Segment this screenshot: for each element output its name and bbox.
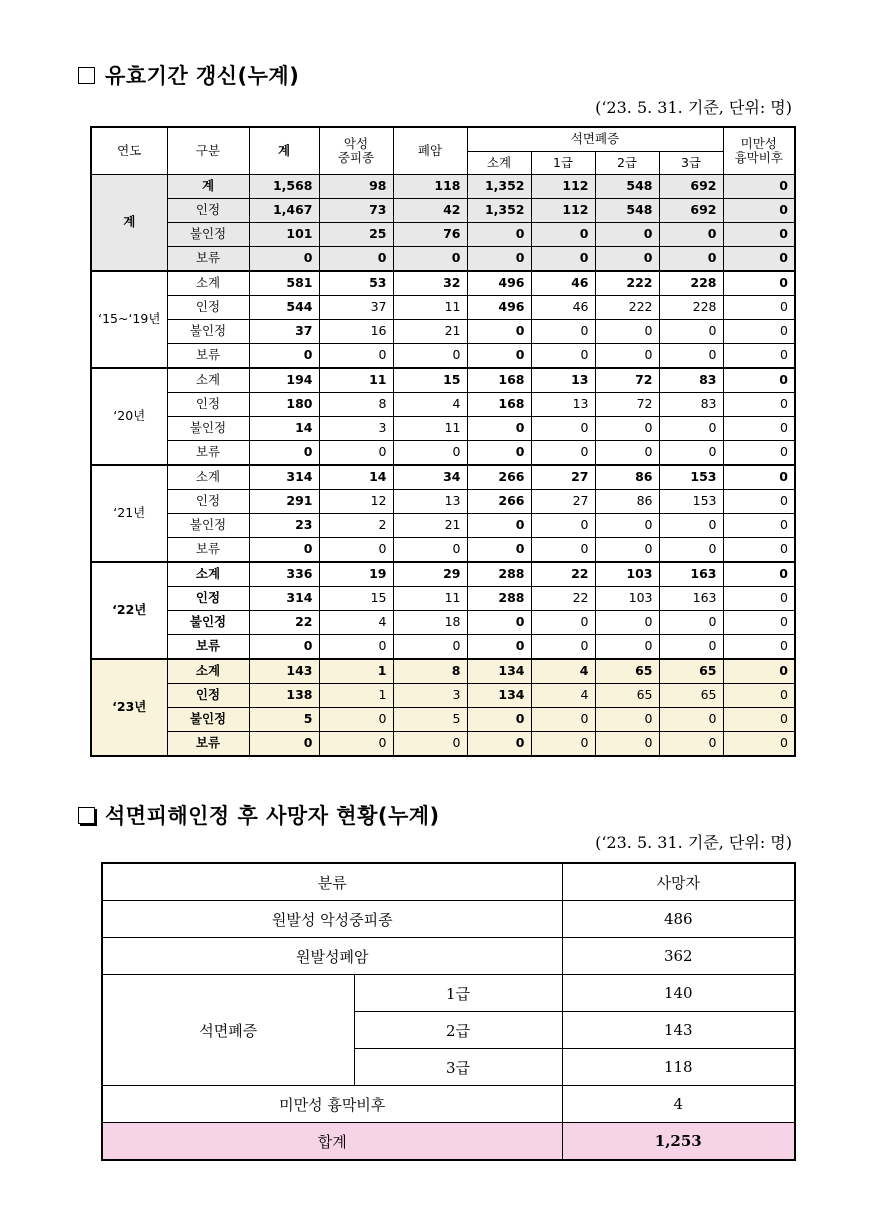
- value-cell: 0: [723, 223, 795, 247]
- checkbox-square-shadow-icon: [78, 807, 95, 824]
- table-row: [91, 587, 795, 611]
- value-cell: 0: [595, 635, 659, 660]
- category-cell: 불인정: [167, 514, 249, 538]
- value-cell: 0: [393, 247, 467, 272]
- category-cell: 불인정: [167, 223, 249, 247]
- value-cell: 0: [531, 223, 595, 247]
- year-cell: ‘21년: [91, 465, 167, 562]
- value-cell: 0: [249, 441, 319, 466]
- value-cell: 27: [531, 490, 595, 514]
- section1-note: (‘23. 5. 31. 기준, 단위: 명): [595, 98, 792, 117]
- category-cell: 불인정: [167, 320, 249, 344]
- value-cell: 0: [595, 247, 659, 272]
- deaths-row-pleural: [102, 1086, 795, 1123]
- value-cell: 0: [595, 732, 659, 757]
- value-cell: 692: [659, 199, 723, 223]
- value-cell: 4: [531, 659, 595, 684]
- category-cell: 인정: [167, 393, 249, 417]
- value-cell: 101: [249, 223, 319, 247]
- value-cell: 0: [595, 320, 659, 344]
- deaths-sublabel: 2급: [354, 1012, 562, 1049]
- table-row: [91, 344, 795, 369]
- value-cell: 0: [723, 659, 795, 684]
- value-cell: 0: [723, 587, 795, 611]
- value-cell: 168: [467, 393, 531, 417]
- value-cell: 15: [319, 587, 393, 611]
- table-row: [91, 393, 795, 417]
- value-cell: 34: [393, 465, 467, 490]
- header-subtotal: 소계: [467, 152, 531, 175]
- deaths-sum-label: 합계: [102, 1123, 562, 1161]
- deaths-header-row: [102, 863, 795, 901]
- value-cell: 0: [595, 223, 659, 247]
- category-cell: 인정: [167, 490, 249, 514]
- value-cell: 12: [319, 490, 393, 514]
- value-cell: 692: [659, 175, 723, 199]
- value-cell: 0: [595, 344, 659, 369]
- category-cell: 소계: [167, 659, 249, 684]
- value-cell: 65: [659, 684, 723, 708]
- category-cell: 불인정: [167, 708, 249, 732]
- value-cell: 222: [595, 271, 659, 296]
- table-row: [91, 271, 795, 296]
- value-cell: 0: [249, 247, 319, 272]
- value-cell: 3: [319, 417, 393, 441]
- value-cell: 0: [531, 635, 595, 660]
- table-row: [91, 562, 795, 587]
- table-row: [91, 659, 795, 684]
- table-row: [91, 465, 795, 490]
- value-cell: 0: [659, 611, 723, 635]
- section1-title: 유효기간 갱신(누계): [78, 60, 299, 90]
- header-grade3: 3급: [659, 152, 723, 175]
- deaths-sublabel: 1급: [354, 975, 562, 1012]
- value-cell: 0: [467, 538, 531, 563]
- value-cell: 0: [723, 271, 795, 296]
- header-grade1: 1급: [531, 152, 595, 175]
- value-cell: 0: [393, 538, 467, 563]
- value-cell: 5: [249, 708, 319, 732]
- value-cell: 1,352: [467, 175, 531, 199]
- deaths-row-meso: [102, 901, 795, 938]
- year-cell: ‘15~‘19년: [91, 271, 167, 368]
- value-cell: 0: [393, 441, 467, 466]
- renewal-table: [90, 126, 796, 757]
- deaths-table: [101, 862, 796, 1161]
- value-cell: 0: [723, 635, 795, 660]
- value-cell: 11: [393, 587, 467, 611]
- category-cell: 인정: [167, 199, 249, 223]
- value-cell: 0: [659, 320, 723, 344]
- value-cell: 4: [531, 684, 595, 708]
- value-cell: 0: [723, 368, 795, 393]
- value-cell: 180: [249, 393, 319, 417]
- value-cell: 496: [467, 271, 531, 296]
- value-cell: 0: [467, 417, 531, 441]
- value-cell: 291: [249, 490, 319, 514]
- category-cell: 계: [167, 175, 249, 199]
- value-cell: 76: [393, 223, 467, 247]
- header-asbestosis: 석면폐증: [467, 127, 723, 152]
- value-cell: 25: [319, 223, 393, 247]
- value-cell: 83: [659, 368, 723, 393]
- value-cell: 37: [319, 296, 393, 320]
- value-cell: 8: [393, 659, 467, 684]
- value-cell: 0: [467, 611, 531, 635]
- deaths-row-sum: [102, 1123, 795, 1161]
- value-cell: 0: [319, 635, 393, 660]
- value-cell: 2: [319, 514, 393, 538]
- year-cell: 계: [91, 175, 167, 272]
- value-cell: 14: [319, 465, 393, 490]
- value-cell: 496: [467, 296, 531, 320]
- value-cell: 0: [723, 465, 795, 490]
- deaths-value: 486: [562, 901, 795, 938]
- value-cell: 21: [393, 320, 467, 344]
- value-cell: 65: [595, 684, 659, 708]
- value-cell: 0: [467, 320, 531, 344]
- value-cell: 194: [249, 368, 319, 393]
- value-cell: 0: [659, 344, 723, 369]
- value-cell: 0: [531, 247, 595, 272]
- header-lung-cancer: 폐암: [393, 127, 467, 175]
- value-cell: 0: [531, 514, 595, 538]
- value-cell: 11: [319, 368, 393, 393]
- deaths-header-category: 분류: [102, 863, 562, 901]
- value-cell: 0: [531, 732, 595, 757]
- value-cell: 0: [531, 441, 595, 466]
- value-cell: 103: [595, 562, 659, 587]
- value-cell: 22: [531, 562, 595, 587]
- value-cell: 8: [319, 393, 393, 417]
- value-cell: 0: [659, 635, 723, 660]
- table-row: [91, 247, 795, 272]
- renewal-table-body: [91, 175, 795, 757]
- year-cell: ‘22년: [91, 562, 167, 659]
- value-cell: 0: [249, 344, 319, 369]
- table-row: [91, 296, 795, 320]
- value-cell: 1,568: [249, 175, 319, 199]
- value-cell: 1,352: [467, 199, 531, 223]
- value-cell: 0: [723, 562, 795, 587]
- value-cell: 0: [467, 441, 531, 466]
- header-pleural: 미만성 흉막비후: [723, 127, 795, 175]
- value-cell: 23: [249, 514, 319, 538]
- table-row: [91, 684, 795, 708]
- table-row: [91, 320, 795, 344]
- category-cell: 인정: [167, 587, 249, 611]
- header-grade2: 2급: [595, 152, 659, 175]
- value-cell: 0: [723, 417, 795, 441]
- value-cell: 0: [531, 320, 595, 344]
- category-cell: 소계: [167, 368, 249, 393]
- value-cell: 581: [249, 271, 319, 296]
- category-cell: 불인정: [167, 611, 249, 635]
- value-cell: 266: [467, 490, 531, 514]
- category-cell: 보류: [167, 538, 249, 563]
- value-cell: 0: [467, 732, 531, 757]
- value-cell: 0: [723, 344, 795, 369]
- category-cell: 보류: [167, 344, 249, 369]
- value-cell: 11: [393, 296, 467, 320]
- value-cell: 65: [659, 659, 723, 684]
- value-cell: 163: [659, 587, 723, 611]
- table-row: [91, 417, 795, 441]
- category-cell: 인정: [167, 296, 249, 320]
- category-cell: 보류: [167, 732, 249, 757]
- value-cell: 0: [319, 538, 393, 563]
- deaths-value: 4: [562, 1086, 795, 1123]
- value-cell: 0: [595, 538, 659, 563]
- deaths-value: 143: [562, 1012, 795, 1049]
- value-cell: 0: [659, 708, 723, 732]
- value-cell: 0: [723, 708, 795, 732]
- value-cell: 0: [467, 708, 531, 732]
- value-cell: 72: [595, 393, 659, 417]
- value-cell: 0: [723, 296, 795, 320]
- category-cell: 소계: [167, 271, 249, 296]
- value-cell: 0: [595, 708, 659, 732]
- value-cell: 138: [249, 684, 319, 708]
- value-cell: 0: [531, 417, 595, 441]
- value-cell: 21: [393, 514, 467, 538]
- value-cell: 153: [659, 465, 723, 490]
- value-cell: 3: [393, 684, 467, 708]
- value-cell: 46: [531, 271, 595, 296]
- value-cell: 42: [393, 199, 467, 223]
- header-year: 연도: [91, 127, 167, 175]
- value-cell: 134: [467, 659, 531, 684]
- deaths-label-asbestosis: 석면폐증: [102, 975, 354, 1086]
- value-cell: 0: [723, 393, 795, 417]
- value-cell: 0: [659, 223, 723, 247]
- value-cell: 0: [659, 417, 723, 441]
- value-cell: 0: [723, 684, 795, 708]
- value-cell: 19: [319, 562, 393, 587]
- value-cell: 65: [595, 659, 659, 684]
- category-cell: 소계: [167, 465, 249, 490]
- value-cell: 11: [393, 417, 467, 441]
- table-row: [91, 199, 795, 223]
- table-row: [91, 538, 795, 563]
- value-cell: 548: [595, 175, 659, 199]
- deaths-value: 140: [562, 975, 795, 1012]
- value-cell: 16: [319, 320, 393, 344]
- value-cell: 1,467: [249, 199, 319, 223]
- value-cell: 314: [249, 465, 319, 490]
- value-cell: 314: [249, 587, 319, 611]
- deaths-row-grade1: [102, 975, 795, 1012]
- category-cell: 인정: [167, 684, 249, 708]
- year-cell: ‘23년: [91, 659, 167, 756]
- deaths-sum-value: 1,253: [562, 1123, 795, 1161]
- value-cell: 0: [659, 514, 723, 538]
- value-cell: 72: [595, 368, 659, 393]
- value-cell: 0: [467, 514, 531, 538]
- value-cell: 0: [723, 538, 795, 563]
- table-row: [91, 441, 795, 466]
- value-cell: 13: [393, 490, 467, 514]
- value-cell: 0: [723, 199, 795, 223]
- category-cell: 불인정: [167, 417, 249, 441]
- value-cell: 4: [393, 393, 467, 417]
- value-cell: 14: [249, 417, 319, 441]
- value-cell: 37: [249, 320, 319, 344]
- value-cell: 103: [595, 587, 659, 611]
- value-cell: 0: [467, 223, 531, 247]
- value-cell: 0: [531, 708, 595, 732]
- value-cell: 143: [249, 659, 319, 684]
- value-cell: 98: [319, 175, 393, 199]
- value-cell: 163: [659, 562, 723, 587]
- value-cell: 29: [393, 562, 467, 587]
- value-cell: 22: [249, 611, 319, 635]
- value-cell: 0: [393, 344, 467, 369]
- value-cell: 0: [723, 441, 795, 466]
- table-row: [91, 708, 795, 732]
- section2-note: (‘23. 5. 31. 기준, 단위: 명): [595, 833, 792, 852]
- deaths-label: 원발성 악성중피종: [102, 901, 562, 938]
- value-cell: 13: [531, 368, 595, 393]
- value-cell: 288: [467, 562, 531, 587]
- value-cell: 0: [723, 175, 795, 199]
- category-cell: 보류: [167, 635, 249, 660]
- value-cell: 0: [595, 514, 659, 538]
- value-cell: 0: [659, 538, 723, 563]
- value-cell: 0: [467, 247, 531, 272]
- value-cell: 0: [723, 490, 795, 514]
- value-cell: 134: [467, 684, 531, 708]
- value-cell: 73: [319, 199, 393, 223]
- value-cell: 0: [723, 732, 795, 757]
- header-category: 구분: [167, 127, 249, 175]
- value-cell: 0: [467, 635, 531, 660]
- value-cell: 228: [659, 271, 723, 296]
- table-row: [91, 368, 795, 393]
- value-cell: 222: [595, 296, 659, 320]
- table-row: [91, 514, 795, 538]
- table-row: [91, 635, 795, 660]
- value-cell: 0: [723, 514, 795, 538]
- value-cell: 0: [319, 344, 393, 369]
- value-cell: 27: [531, 465, 595, 490]
- value-cell: 1: [319, 684, 393, 708]
- value-cell: 83: [659, 393, 723, 417]
- value-cell: 0: [393, 732, 467, 757]
- value-cell: 544: [249, 296, 319, 320]
- checkbox-square-icon: [78, 67, 95, 84]
- value-cell: 0: [595, 417, 659, 441]
- value-cell: 53: [319, 271, 393, 296]
- value-cell: 0: [249, 635, 319, 660]
- value-cell: 13: [531, 393, 595, 417]
- value-cell: 0: [723, 611, 795, 635]
- value-cell: 168: [467, 368, 531, 393]
- value-cell: 0: [319, 708, 393, 732]
- value-cell: 0: [467, 344, 531, 369]
- value-cell: 32: [393, 271, 467, 296]
- value-cell: 0: [249, 538, 319, 563]
- value-cell: 0: [249, 732, 319, 757]
- value-cell: 0: [531, 538, 595, 563]
- value-cell: 22: [531, 587, 595, 611]
- table-row: [91, 223, 795, 247]
- category-cell: 소계: [167, 562, 249, 587]
- deaths-sublabel: 3급: [354, 1049, 562, 1086]
- value-cell: 336: [249, 562, 319, 587]
- value-cell: 0: [659, 732, 723, 757]
- category-cell: 보류: [167, 247, 249, 272]
- year-cell: ‘20년: [91, 368, 167, 465]
- value-cell: 46: [531, 296, 595, 320]
- value-cell: 86: [595, 490, 659, 514]
- value-cell: 0: [319, 247, 393, 272]
- table-row: [91, 732, 795, 757]
- value-cell: 15: [393, 368, 467, 393]
- value-cell: 288: [467, 587, 531, 611]
- table-row: [91, 611, 795, 635]
- value-cell: 4: [319, 611, 393, 635]
- value-cell: 5: [393, 708, 467, 732]
- header-row-1: [91, 127, 795, 152]
- value-cell: 0: [723, 320, 795, 344]
- value-cell: 112: [531, 199, 595, 223]
- header-mesothelioma: 악성 중피종: [319, 127, 393, 175]
- table-row: [91, 175, 795, 199]
- deaths-header-deaths: 사망자: [562, 863, 795, 901]
- table-row: [91, 490, 795, 514]
- value-cell: 112: [531, 175, 595, 199]
- value-cell: 0: [659, 441, 723, 466]
- value-cell: 153: [659, 490, 723, 514]
- value-cell: 0: [531, 344, 595, 369]
- section2-title: 석면피해인정 후 사망자 현황(누계): [78, 800, 440, 830]
- deaths-value: 118: [562, 1049, 795, 1086]
- value-cell: 0: [723, 247, 795, 272]
- value-cell: 0: [595, 611, 659, 635]
- value-cell: 0: [595, 441, 659, 466]
- value-cell: 266: [467, 465, 531, 490]
- value-cell: 0: [531, 611, 595, 635]
- value-cell: 0: [319, 441, 393, 466]
- value-cell: 0: [393, 635, 467, 660]
- value-cell: 0: [659, 247, 723, 272]
- header-total: 계: [249, 127, 319, 175]
- value-cell: 0: [319, 732, 393, 757]
- value-cell: 228: [659, 296, 723, 320]
- deaths-label: 원발성폐암: [102, 938, 562, 975]
- deaths-row-lung: [102, 938, 795, 975]
- category-cell: 보류: [167, 441, 249, 466]
- value-cell: 18: [393, 611, 467, 635]
- value-cell: 1: [319, 659, 393, 684]
- value-cell: 118: [393, 175, 467, 199]
- deaths-value: 362: [562, 938, 795, 975]
- value-cell: 86: [595, 465, 659, 490]
- deaths-label: 미만성 흉막비후: [102, 1086, 562, 1123]
- value-cell: 548: [595, 199, 659, 223]
